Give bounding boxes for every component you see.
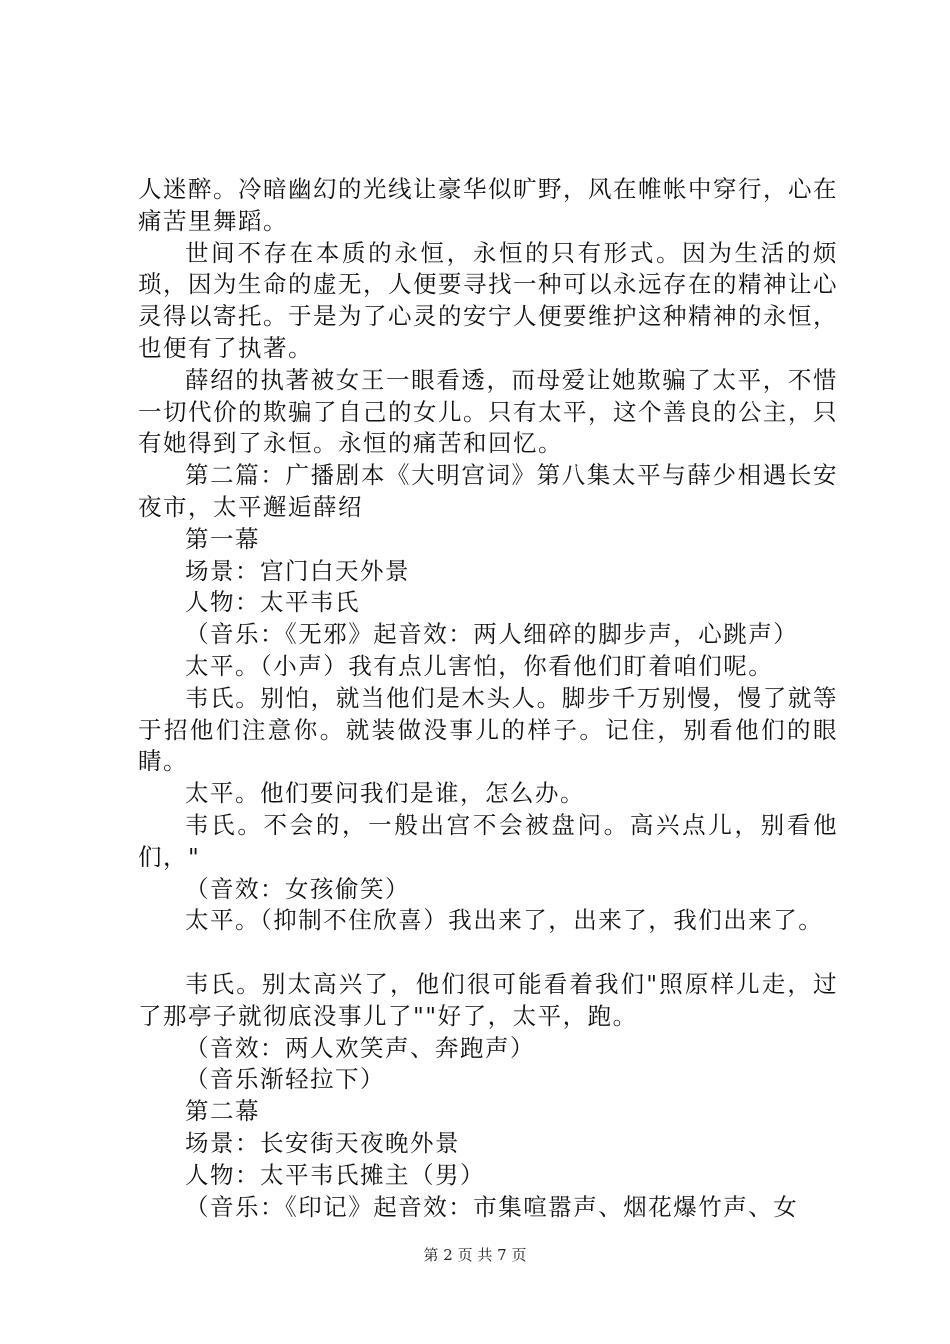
act-heading: 第一幕 xyxy=(185,524,260,553)
dialogue-line: 太平。他们要问我们是谁，怎么办。 xyxy=(185,779,585,808)
stage-direction: （音效：女孩偷笑） xyxy=(185,874,410,903)
dialogue-line: 韦氏。别太高兴了，他们很可能看着我们"照原样儿走，过了那亭子就彻底没事儿了""好了，太平，跑。 xyxy=(138,969,838,1030)
stage-direction: （音乐渐轻拉下） xyxy=(185,1065,385,1094)
scene-line: 场景：宫门白天外景 xyxy=(185,556,410,585)
section-heading: 第二篇：广播剧本《大明宫词》第八集太平与薛少相遇长安夜市，太平邂逅薛绍 xyxy=(138,461,838,521)
page-number-footer: 第 2 页 共 7 页 xyxy=(423,1246,527,1264)
characters-line: 人物：太平韦氏摊主（男） xyxy=(185,1160,485,1189)
characters-line: 人物：太平韦氏 xyxy=(185,588,360,617)
dialogue-line: 太平。（小声）我有点儿害怕，你看他们盯着咱们呢。 xyxy=(185,651,774,680)
paragraph: 世间不存在本质的永恒，永恒的只有形式。因为生活的烦琐，因为生命的虚无，人便要寻找一种可以永远存在的精神让心灵得以寄托。于是为了心灵的安宁人便要维护这种精神的永恒，也便有了执著。 xyxy=(138,238,838,362)
dialogue-line: 太平。（抑制不住欣喜）我出来了，出来了，我们出来了。 xyxy=(185,906,824,935)
scene-line: 场景：长安街天夜晚外景 xyxy=(185,1128,460,1157)
act-heading: 第二幕 xyxy=(185,1097,260,1126)
blank-line xyxy=(138,937,838,969)
stage-direction: （音乐：《无邪》起音效：两人细碎的脚步声，心跳声） xyxy=(185,620,799,649)
dialogue-line: 韦氏。别怕，就当他们是木头人。脚步千万别慢，慢了就等于招他们注意你。就装做没事儿的样子。记住，别看他们的眼睛。 xyxy=(138,683,838,776)
stage-direction: （音乐：《印记》起音效：市集喧嚣声、烟花爆竹声、女 xyxy=(185,1192,799,1221)
stage-direction: （音效：两人欢笑声、奔跑声） xyxy=(185,1033,535,1062)
paragraph: 人迷醉。冷暗幽幻的光线让豪华似旷野，风在帷帐中穿行，心在痛苦里舞蹈。 xyxy=(138,175,838,235)
document-body xyxy=(138,174,838,1223)
dialogue-line: 韦氏。不会的，一般出宫不会被盘问。高兴点儿，别看他们，" xyxy=(138,810,838,871)
paragraph: 薛绍的执著被女王一眼看透，而母爱让她欺骗了太平，不惜一切代价的欺骗了自己的女儿。只有太平，这个善良的公主，只有她得到了永恒。永恒的痛苦和回忆。 xyxy=(138,365,838,458)
